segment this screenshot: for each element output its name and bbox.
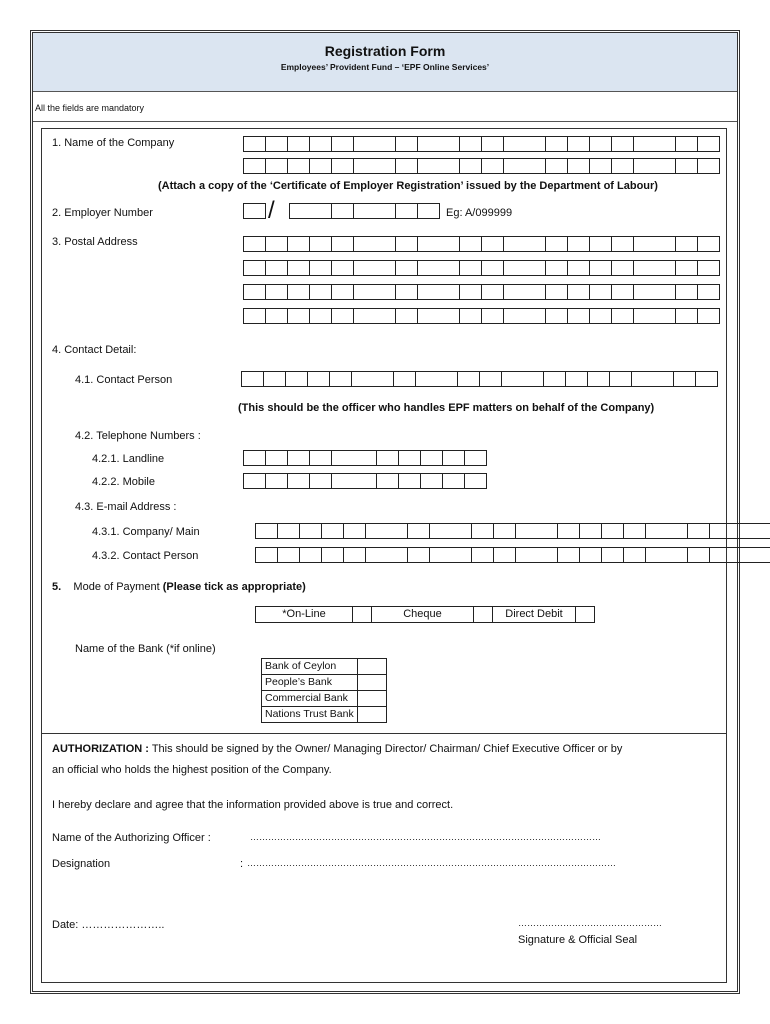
char-box[interactable]: [471, 547, 494, 563]
char-box[interactable]: [343, 547, 366, 563]
char-box[interactable]: [611, 308, 634, 324]
char-box[interactable]: [479, 371, 502, 387]
char-box[interactable]: [611, 136, 634, 152]
employer-example: Eg: A/099999: [446, 207, 513, 219]
char-box[interactable]: [567, 136, 590, 152]
tick-direct-debit[interactable]: [575, 606, 595, 623]
char-box[interactable]: [675, 308, 698, 324]
form-subtitle: Employees’ Provident Fund – ‘EPF Online Services’: [280, 62, 490, 72]
char-box[interactable]: [493, 523, 516, 539]
char-box[interactable]: [243, 158, 266, 174]
char-box[interactable]: [309, 284, 332, 300]
char-box[interactable]: [417, 158, 460, 174]
employer-number-boxes[interactable]: [290, 203, 440, 219]
char-box[interactable]: [545, 236, 568, 252]
char-box[interactable]: [331, 203, 354, 219]
char-box[interactable]: [503, 308, 546, 324]
char-box[interactable]: [287, 136, 310, 152]
char-box[interactable]: [417, 236, 460, 252]
char-box[interactable]: [459, 136, 482, 152]
address-row-4[interactable]: [244, 308, 720, 324]
char-box[interactable]: [493, 547, 516, 563]
address-row-1[interactable]: [244, 236, 720, 252]
char-box[interactable]: [321, 547, 344, 563]
employer-number-label: 2. Employer Number: [52, 207, 153, 219]
char-box[interactable]: [545, 260, 568, 276]
char-box[interactable]: [287, 308, 310, 324]
char-box[interactable]: [611, 284, 634, 300]
char-box[interactable]: [579, 547, 602, 563]
char-box[interactable]: [589, 236, 612, 252]
char-box[interactable]: [623, 523, 646, 539]
company-name-row-1[interactable]: [244, 136, 720, 152]
char-box[interactable]: [565, 371, 588, 387]
signature-line[interactable]: …………………………………………: [518, 918, 662, 928]
char-box[interactable]: [503, 260, 546, 276]
char-box[interactable]: [589, 284, 612, 300]
char-box[interactable]: [545, 308, 568, 324]
mobile-boxes[interactable]: [244, 473, 487, 489]
char-box[interactable]: [697, 236, 720, 252]
char-box[interactable]: [287, 284, 310, 300]
slash-separator: /: [268, 197, 275, 224]
bank-name: Bank of Ceylon: [262, 659, 358, 675]
char-box[interactable]: [589, 158, 612, 174]
char-box[interactable]: [243, 236, 266, 252]
bank-tick[interactable]: [357, 707, 386, 723]
char-box[interactable]: [459, 236, 482, 252]
char-box[interactable]: [501, 371, 544, 387]
char-box[interactable]: [675, 260, 698, 276]
mandatory-note: All the fields are mandatory: [35, 103, 145, 113]
char-box[interactable]: [589, 260, 612, 276]
tick-cheque[interactable]: [473, 606, 493, 623]
char-box[interactable]: [395, 260, 418, 276]
char-box[interactable]: [457, 371, 480, 387]
char-box[interactable]: [331, 260, 354, 276]
char-box[interactable]: [481, 236, 504, 252]
table-row: [262, 707, 387, 723]
company-name-row-2[interactable]: [244, 158, 720, 174]
char-box[interactable]: [353, 260, 396, 276]
char-box[interactable]: [429, 547, 472, 563]
char-box[interactable]: [265, 158, 288, 174]
form-title: Registration Form: [324, 43, 446, 59]
char-box[interactable]: [633, 284, 676, 300]
char-box[interactable]: [351, 371, 394, 387]
char-box[interactable]: [331, 136, 354, 152]
char-box[interactable]: [481, 260, 504, 276]
char-box[interactable]: [265, 308, 288, 324]
attach-note: (Attach a copy of the ‘Certificate of Employer Registration’ issued by the Department of Labour): [158, 180, 658, 192]
char-box[interactable]: [675, 136, 698, 152]
landline-label: 4.2.1. Landline: [92, 453, 165, 465]
char-box[interactable]: [589, 136, 612, 152]
char-box[interactable]: [429, 523, 472, 539]
officer-field[interactable]: ………………………………………………………………………………………………………: [250, 832, 601, 842]
char-box[interactable]: [255, 547, 278, 563]
char-box[interactable]: [567, 158, 590, 174]
char-box[interactable]: [365, 523, 408, 539]
char-box[interactable]: [601, 523, 624, 539]
char-box[interactable]: [601, 547, 624, 563]
char-box[interactable]: [557, 523, 580, 539]
char-box[interactable]: [545, 284, 568, 300]
char-box[interactable]: [611, 260, 634, 276]
char-box[interactable]: [309, 308, 332, 324]
char-box[interactable]: [331, 473, 377, 489]
char-box[interactable]: [464, 473, 487, 489]
char-box[interactable]: [697, 284, 720, 300]
bank-tick[interactable]: [357, 659, 386, 675]
char-box[interactable]: [243, 203, 266, 219]
contact-note: (This should be the officer who handles EPF matters on behalf of the Company): [238, 402, 655, 414]
char-box[interactable]: [376, 473, 399, 489]
email-label: 4.3. E-mail Address :: [75, 501, 177, 513]
contact-person-label: 4.1. Contact Person: [75, 374, 173, 386]
char-box[interactable]: [611, 158, 634, 174]
email-contact-label: 4.3.2. Contact Person: [92, 550, 199, 562]
char-box[interactable]: [503, 284, 546, 300]
char-box[interactable]: [353, 136, 396, 152]
char-box[interactable]: [395, 284, 418, 300]
payment-options: [256, 606, 595, 623]
char-box[interactable]: [709, 523, 770, 539]
char-box[interactable]: [309, 136, 332, 152]
char-box[interactable]: [395, 308, 418, 324]
char-box[interactable]: [633, 236, 676, 252]
char-box[interactable]: [309, 450, 332, 466]
table-row: [262, 691, 387, 707]
char-box[interactable]: [420, 450, 443, 466]
char-box[interactable]: [265, 236, 288, 252]
char-box[interactable]: [420, 473, 443, 489]
option-online: *On-Line: [255, 606, 353, 623]
char-box[interactable]: [697, 308, 720, 324]
char-box[interactable]: [287, 260, 310, 276]
char-box[interactable]: [675, 236, 698, 252]
char-box[interactable]: [481, 308, 504, 324]
char-box[interactable]: [331, 236, 354, 252]
postal-address-label: 3. Postal Address: [52, 236, 138, 248]
char-box[interactable]: [287, 236, 310, 252]
char-box[interactable]: [697, 260, 720, 276]
char-box[interactable]: [557, 547, 580, 563]
char-box[interactable]: [442, 473, 465, 489]
char-box[interactable]: [289, 203, 332, 219]
bank-name: People’s Bank: [262, 675, 358, 691]
char-box[interactable]: [241, 371, 264, 387]
char-box[interactable]: [417, 203, 440, 219]
char-box[interactable]: [263, 371, 286, 387]
char-box[interactable]: [687, 523, 710, 539]
char-box[interactable]: [415, 371, 458, 387]
char-box[interactable]: [299, 547, 322, 563]
char-box[interactable]: [243, 260, 266, 276]
address-row-3[interactable]: [244, 284, 720, 300]
char-box[interactable]: [309, 158, 332, 174]
char-box[interactable]: [395, 203, 418, 219]
char-box[interactable]: [503, 158, 546, 174]
char-box[interactable]: [309, 473, 332, 489]
char-box[interactable]: [515, 547, 558, 563]
char-box[interactable]: [287, 450, 310, 466]
char-box[interactable]: [265, 260, 288, 276]
char-box[interactable]: [459, 308, 482, 324]
char-box[interactable]: [545, 136, 568, 152]
table-row: [262, 675, 387, 691]
char-box[interactable]: [353, 236, 396, 252]
char-box[interactable]: [265, 136, 288, 152]
char-box[interactable]: [353, 308, 396, 324]
char-box[interactable]: [376, 450, 399, 466]
char-box[interactable]: [277, 523, 300, 539]
char-box[interactable]: [417, 136, 460, 152]
officer-label: Name of the Authorizing Officer :: [52, 832, 211, 844]
tick-online[interactable]: [352, 606, 372, 623]
char-box[interactable]: [343, 523, 366, 539]
char-box[interactable]: [673, 371, 696, 387]
char-box[interactable]: [243, 136, 266, 152]
char-box[interactable]: [417, 260, 460, 276]
char-box[interactable]: [579, 523, 602, 539]
designation-label: Designation: [52, 858, 111, 870]
landline-boxes[interactable]: [244, 450, 487, 466]
bank-name: Nations Trust Bank: [262, 707, 358, 723]
char-box[interactable]: [503, 136, 546, 152]
char-box[interactable]: [623, 547, 646, 563]
char-box[interactable]: [417, 284, 460, 300]
char-box[interactable]: [287, 473, 310, 489]
char-box[interactable]: [545, 158, 568, 174]
bank-table: [261, 658, 387, 723]
char-box[interactable]: [645, 547, 688, 563]
option-direct-debit: Direct Debit: [492, 606, 576, 623]
char-box[interactable]: [697, 158, 720, 174]
char-box[interactable]: [331, 284, 354, 300]
char-box[interactable]: [353, 158, 396, 174]
char-box[interactable]: [331, 450, 377, 466]
char-box[interactable]: [609, 371, 632, 387]
char-box[interactable]: [675, 158, 698, 174]
email-company-label: 4.3.1. Company/ Main: [92, 526, 200, 538]
char-box[interactable]: [515, 523, 558, 539]
char-box[interactable]: [481, 158, 504, 174]
form-header: [33, 33, 737, 92]
bank-name: Commercial Bank: [262, 691, 358, 707]
bank-tick[interactable]: [357, 675, 386, 691]
email-company-boxes[interactable]: [256, 523, 770, 539]
char-box[interactable]: [481, 136, 504, 152]
char-box[interactable]: [398, 450, 421, 466]
char-box[interactable]: [365, 547, 408, 563]
char-box[interactable]: [543, 371, 566, 387]
divider: [33, 121, 737, 122]
char-box[interactable]: [395, 158, 418, 174]
char-box[interactable]: [611, 236, 634, 252]
address-row-2[interactable]: [244, 260, 720, 276]
char-box[interactable]: [285, 371, 308, 387]
designation-field[interactable]: ……………………………………………………………………………………………………………: [247, 858, 616, 868]
char-box[interactable]: [567, 260, 590, 276]
authorization-text-1: AUTHORIZATION : This should be signed by the Owner/ Managing Director/ Chairman/ Chief Executive Officer or by: [52, 743, 623, 755]
char-box[interactable]: [243, 450, 266, 466]
char-box[interactable]: [309, 260, 332, 276]
char-box[interactable]: [459, 158, 482, 174]
char-box[interactable]: [277, 547, 300, 563]
contact-detail-label: 4. Contact Detail:: [52, 344, 137, 356]
char-box[interactable]: [471, 523, 494, 539]
telephone-label: 4.2. Telephone Numbers :: [75, 430, 201, 442]
signature-label: Signature & Official Seal: [518, 934, 638, 946]
char-box[interactable]: [307, 371, 330, 387]
char-box[interactable]: [243, 308, 266, 324]
char-box[interactable]: [299, 523, 322, 539]
char-box[interactable]: [395, 236, 418, 252]
char-box[interactable]: [633, 260, 676, 276]
table-row: [262, 659, 387, 675]
char-box[interactable]: [633, 136, 676, 152]
char-box[interactable]: [309, 236, 332, 252]
designation-colon: :: [240, 858, 244, 870]
declaration: I hereby declare and agree that the information provided above is true and correct.: [52, 799, 454, 811]
char-box[interactable]: [393, 371, 416, 387]
char-box[interactable]: [687, 547, 710, 563]
char-box[interactable]: [407, 547, 430, 563]
char-box[interactable]: [633, 308, 676, 324]
char-box[interactable]: [265, 450, 288, 466]
char-box[interactable]: [398, 473, 421, 489]
char-box[interactable]: [331, 158, 354, 174]
char-box[interactable]: [631, 371, 674, 387]
char-box[interactable]: [459, 284, 482, 300]
char-box[interactable]: [353, 203, 396, 219]
employer-prefix-box[interactable]: [244, 203, 266, 219]
char-box[interactable]: [331, 308, 354, 324]
char-box[interactable]: [587, 371, 610, 387]
char-box[interactable]: [567, 236, 590, 252]
char-box[interactable]: [481, 284, 504, 300]
char-box[interactable]: [633, 158, 676, 174]
char-box[interactable]: [709, 547, 770, 563]
bank-label: Name of the Bank (*if online): [75, 643, 216, 655]
char-box[interactable]: [255, 523, 278, 539]
char-box[interactable]: [589, 308, 612, 324]
char-box[interactable]: [353, 284, 396, 300]
char-box[interactable]: [265, 284, 288, 300]
char-box[interactable]: [697, 136, 720, 152]
char-box[interactable]: [567, 284, 590, 300]
char-box[interactable]: [695, 371, 718, 387]
email-contact-boxes[interactable]: [256, 547, 770, 563]
char-box[interactable]: [321, 523, 344, 539]
mobile-label: 4.2.2. Mobile: [92, 476, 155, 488]
char-box[interactable]: [417, 308, 460, 324]
date-field[interactable]: Date: …………………..: [52, 919, 165, 931]
bank-tick[interactable]: [357, 691, 386, 707]
char-box[interactable]: [407, 523, 430, 539]
char-box[interactable]: [395, 136, 418, 152]
company-name-label: 1. Name of the Company: [52, 137, 175, 149]
char-box[interactable]: [243, 284, 266, 300]
char-box[interactable]: [464, 450, 487, 466]
char-box[interactable]: [459, 260, 482, 276]
contact-person-boxes[interactable]: [242, 371, 718, 387]
char-box[interactable]: [287, 158, 310, 174]
char-box[interactable]: [265, 473, 288, 489]
char-box[interactable]: [329, 371, 352, 387]
char-box[interactable]: [442, 450, 465, 466]
char-box[interactable]: [567, 308, 590, 324]
payment-label: 5. Mode of Payment (Please tick as appropriate): [52, 581, 306, 593]
authorization-text-2: an official who holds the highest position of the Company.: [52, 764, 332, 776]
char-box[interactable]: [645, 523, 688, 539]
char-box[interactable]: [675, 284, 698, 300]
char-box[interactable]: [503, 236, 546, 252]
char-box[interactable]: [243, 473, 266, 489]
option-cheque: Cheque: [371, 606, 474, 623]
